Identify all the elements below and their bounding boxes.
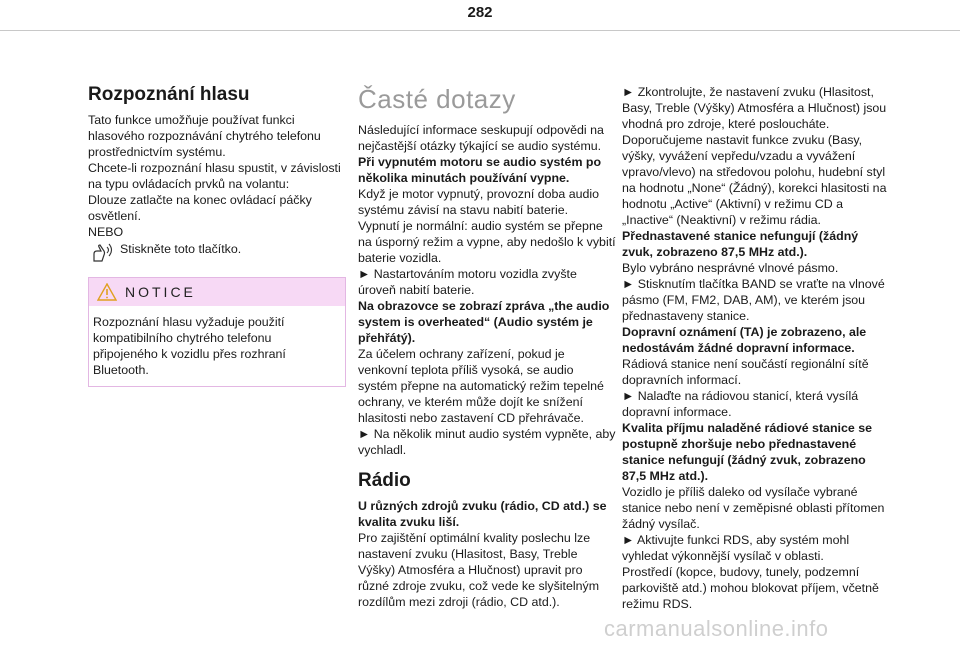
- radio-heading: Rádio: [358, 470, 411, 491]
- faq-question: [358, 154, 616, 186]
- column-voice-recognition: [88, 84, 346, 387]
- notice-text: Rozpoznání hlasu vyžaduje použití kompatibilního chytrého telefonu připojeného k vozidlu přes rozhraní Bluetooth.: [89, 306, 345, 386]
- warning-triangle-icon: [97, 283, 117, 301]
- paragraph: NEBO: [88, 225, 124, 239]
- paragraph: ► Zkontrolujte, že nastavení zvuku (Hlasitost, Basy, Treble (Výšky) Atmosféra a Hlučnost) jsou vhodná pro zdroje, které posloucháte. Doporučujeme nastavit funkce zvuku (Basy, výšky, vyvážení vepředu/vzadu a vyvážení vpravo/vlevo) na středovou polohu, hudební styl na hodnotu „None“ (Žádný), korekci hlasitosti na hodnotu „Active“ (Aktivní) v režimu CD a „Inactive“ (Neaktivní) v režimu rádia.: [622, 85, 887, 227]
- faq-question: [622, 228, 892, 260]
- paragraph: Dlouze zatlačte na konec ovládací páčky osvětlení.: [88, 193, 312, 223]
- paragraph: Tato funkce umožňuje používat funkci hlasového rozpoznávání chytrého telefonu prostřednictvím systému.: [88, 113, 321, 159]
- faq-heading: Časté dotazy: [358, 84, 516, 114]
- notice-box: [88, 277, 346, 387]
- paragraph: Když je motor vypnutý, provozní doba audio systému závisí na stavu nabití baterie.: [358, 187, 600, 217]
- paragraph: Stiskněte toto tlačítko.: [120, 242, 242, 256]
- paragraph: ► Na několik minut audio systém vypněte, aby vychladl.: [358, 427, 616, 457]
- paragraph: Vypnutí je normální: audio systém se přepne na úsporný režim a vypne, aby nedošlo k vybití baterie vozidla.: [358, 219, 616, 265]
- paragraph: ► Nastartováním motoru vozidla zvyšte úroveň nabití baterie.: [358, 267, 577, 297]
- question-text: Dopravní oznámení (TA) je zobrazeno, ale nedostávám žádné dopravní informace.: [622, 325, 867, 355]
- paragraph: Následující informace seskupují odpovědi na nejčastější otázky týkající se audio systému.: [358, 123, 604, 153]
- question-text: U různých zdrojů zvuku (rádio, CD atd.) se kvalita zvuku liší.: [358, 499, 607, 529]
- column-faq: [358, 84, 616, 610]
- notice-header: [89, 278, 345, 306]
- paragraph: ► Aktivujte funkci RDS, aby systém mohl vyhledat výkonnější vysílač v oblasti.: [622, 533, 850, 563]
- voice-recognition-heading: Rozpoznání hlasu: [88, 84, 250, 105]
- paragraph: Chcete-li rozpoznání hlasu spustit, v závislosti na typu ovládacích prvků na volantu:: [88, 161, 341, 191]
- header-divider: [0, 30, 960, 31]
- paragraph: ► Nalaďte na rádiovou stanicí, která vysílá dopravní informace.: [622, 389, 859, 419]
- column-faq-continued: [622, 84, 892, 612]
- paragraph: Za účelem ochrany zařízení, pokud je venkovní teplota příliš vysoká, se audio systém přepne na automatický režim tepelné ochrany, ve kterém může dojít ke snížení hlasitosti nebo zastavení CD přehrávače.: [358, 347, 604, 425]
- paragraph: Rádiová stanice není součástí regionální sítě dopravních informací.: [622, 357, 869, 387]
- faq-question: [358, 298, 616, 346]
- faq-question: [622, 420, 892, 484]
- notice-title: NOTICE: [125, 284, 196, 300]
- voice-command-icon: [88, 241, 118, 263]
- paragraph: Prostředí (kopce, budovy, tunely, podzemní parkoviště atd.) mohou blokovat příjem, včetně režimu RDS.: [622, 565, 879, 611]
- page-number: 282: [467, 4, 493, 21]
- paragraph: ► Stisknutím tlačítka BAND se vraťte na vlnové pásmo (FM, FM2, DAB, AM), ve kterém jsou přednastaveny stanice.: [622, 277, 885, 323]
- faq-question: [622, 324, 892, 356]
- paragraph: Pro zajištění optimální kvality poslechu lze nastavení zvuku (Hlasitost, Basy, Treble Výšky) Atmosféra a Hlučnost) upravit pro různé zdroje zvuku, což vede ke slyšitelným rozdílům mezi zdroji (rádio, CD atd.).: [358, 531, 600, 609]
- question-text: Kvalita příjmu naladěné rádiové stanice se postupně zhoršuje nebo přednastavené stanice nefungují (žádný zvuk, zobrazeno 87,5 MHz atd.).: [622, 421, 872, 483]
- question-text: Přednastavené stanice nefungují (žádný zvuk, zobrazeno 87,5 MHz atd.).: [622, 229, 859, 259]
- voice-button-row: [88, 241, 346, 263]
- watermark: carmanualsonline.info: [604, 616, 829, 641]
- question-text: Na obrazovce se zobrazí zpráva „the audio system is overheated“ (Audio systém je přehřátý).: [358, 299, 610, 345]
- paragraph: Bylo vybráno nesprávné vlnové pásmo.: [622, 261, 839, 275]
- question-text: Při vypnutém motoru se audio systém po několika minutách používání vypne.: [358, 155, 602, 185]
- paragraph: Vozidlo je příliš daleko od vysílače vybrané stanice nebo není v zeměpisné oblasti přítomen žádný vysílač.: [622, 485, 885, 531]
- faq-question: [358, 498, 616, 530]
